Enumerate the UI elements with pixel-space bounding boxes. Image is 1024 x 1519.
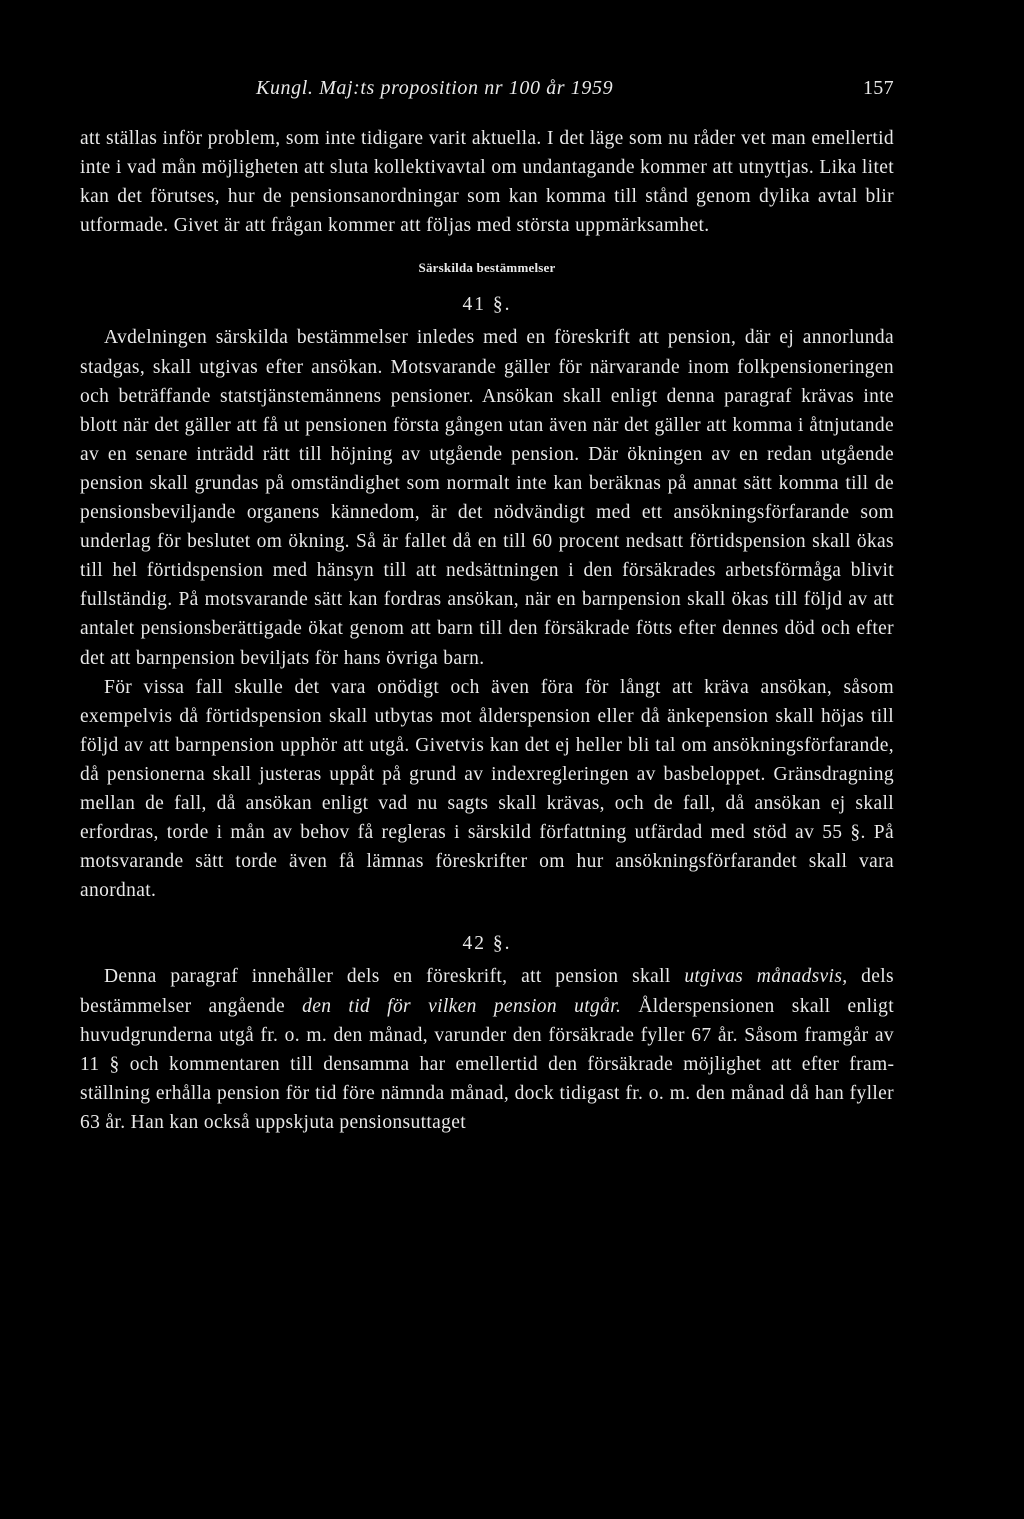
page-number: 157 (862, 77, 894, 99)
text-run: dels bestämmelser angående (80, 966, 894, 1017)
section-42-paragraph-1 (80, 962, 894, 1137)
text-run: Ålderspensionen skall enligt huvudgrunderna utgå fr. o. m. den månad, varunder den försäkrade fyller 67 år. Såsom framgår av 11 § och kommentaren till densamma har emellertid den försäkrade möjlighet att efter framställning erhålla pension för tid före nämnda månad, dock tidigast fr. o. m. den månad då han fyller 63 år. Han kan också uppskjuta pensionsuttaget (80, 995, 894, 1133)
running-header (80, 74, 894, 104)
italic-run-2: den tid för vilken pension utgår. (302, 995, 622, 1017)
italic-run-1: utgivas månadsvis, (684, 966, 848, 988)
section-41-paragraph-1: Avdelningen särskilda bestämmelser inledes med en föreskrift att pension, där ej annorlunda stadgas, skall utgivas efter ansökan. Motsvarande gäller för närvarande inom folkpensioneringen och beträffande statstjänstemännens pensioner. Ansökan skall enligt denna paragraf krävas inte blott när det gäller att få ut pensionen första gången utan även när det gäller att komma i åtnjutande av en senare inträdd rätt till höjning av utgående pension. Där ökningen av en redan utgående pension skall grundas på omständighet som normalt inte kan beräknas på annat sätt komma till de pensionsbeviljande organens kännedom, är det nödvändigt med ett ansökningsförfarande som underlag för beslutet om ökning. Så är fallet då en till 60 procent nedsatt förtidspension skall ökas till hel förtidspension med hänsyn till att nedsättningen i den försäkrades arbetsförmåga blivit fullständig. På motsvarande sätt kan fordras ansökan, när en barnpension skall ökas till följd av att antalet pensionsberättigade ökat genom att barn till den försäkrade fötts efter dennes död och efter det att barnpension beviljats för hans övriga barn. (80, 327, 894, 669)
text-run: Denna paragraf innehåller dels en föreskrift, att pension skall (104, 966, 685, 988)
section-41-paragraph-2: För vissa fall skulle det vara onödigt och även föra för långt att kräva ansökan, såsom exempelvis då förtidspension skall utbytas mot ålderspension eller då änkepension skall höjas till följd av att barnpension upphör att utgå. Givetvis kan det ej heller bli tal om ansökningsförfarande, då pensionerna skall justeras uppåt på grund av indexregleringen av basbeloppet. Gränsdragning mellan de fall, då ansökan enligt vad nu sagts skall krävas, och de fall, då ansökan ej skall erfordras, torde i mån av behov få regleras i särskild författning utfärdad med stöd av 55 §. På motsvarande sätt torde även få lämnas föreskrifter om hur ansökningsförfarandet skall vara anordnat. (80, 676, 894, 902)
section-number-41: 41 §. (462, 294, 512, 316)
section-heading: Särskilda bestämmelser (418, 260, 556, 276)
intro-paragraph: att ställas inför problem, som inte tidigare varit aktuella. I det läge som nu råder vet man emellertid inte i vad mån möjligheten att sluta kollektivavtal om undantagande kommer att utnyttjas. Lika litet kan det förutses, hur de pensionsanordningar som kan komma till stånd genom dylika avtal blir utformade. Givet är att frågan kommer att följas med största uppmärksamhet. (80, 128, 894, 237)
header-title: Kungl. Maj:ts proposition nr 100 år 1959 (256, 77, 614, 99)
section-number-42: 42 §. (462, 933, 512, 955)
document-page (80, 74, 894, 1137)
